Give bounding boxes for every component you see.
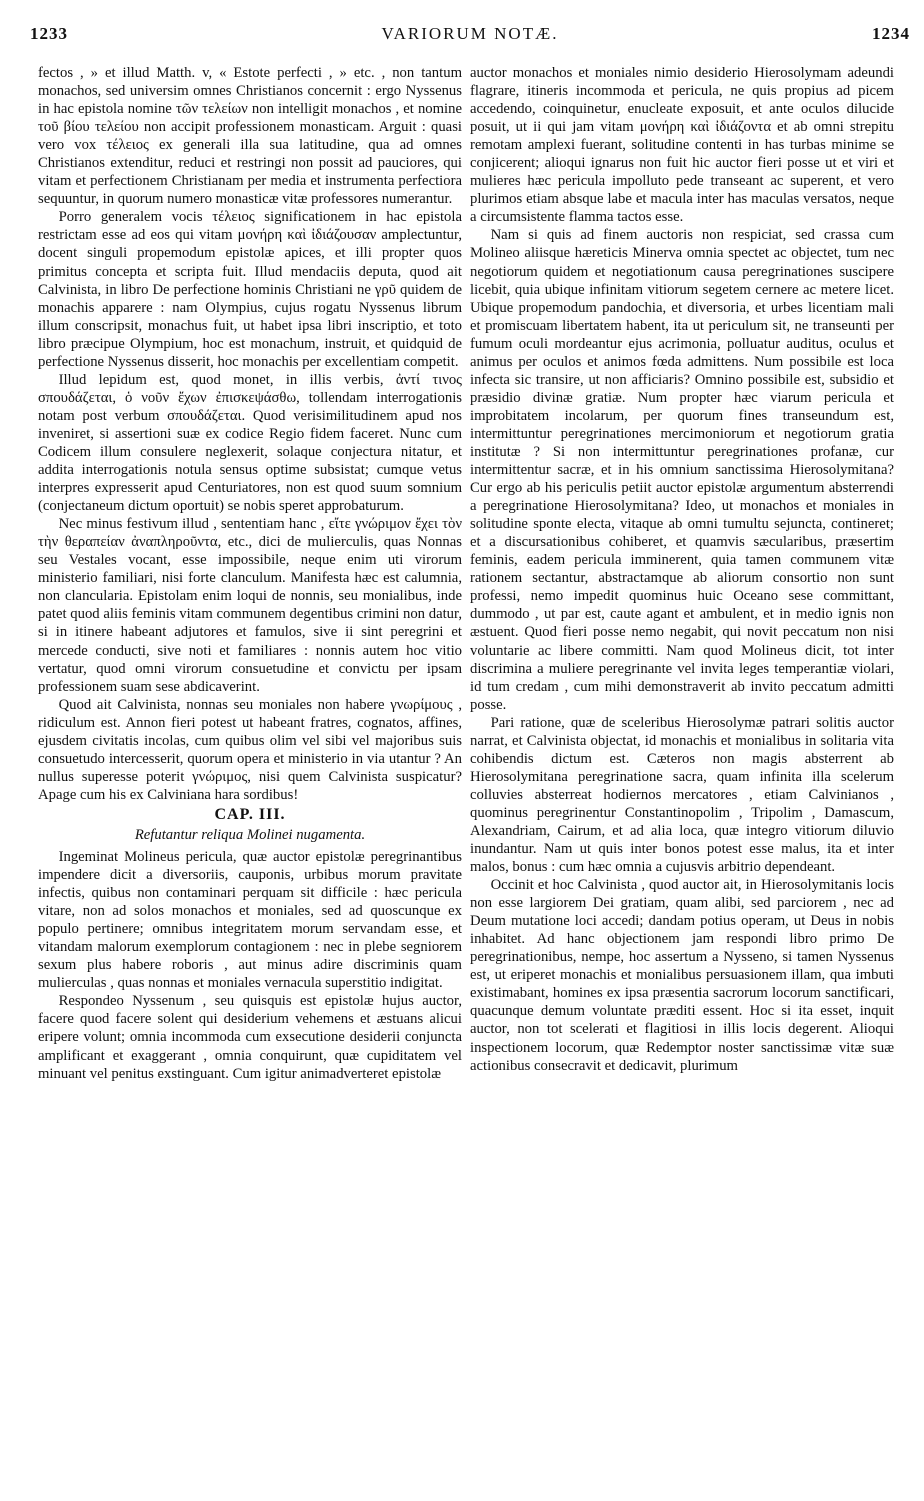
paragraph: Pari ratione, quæ de sceleribus Hierosolymæ patrari solitis auctor narrat, et Calvinista objectat, id monachis et monialibus in solitaria vita cohibendis dictum est. Cæteros non magis absterrent ab Hierosolymitana peregrinatione sacra, quam infinita illa scelerum colluvies absterreat hodiernos mercatores , etiam Calvinianos , quominus peregrinentur Constantinopolim , Tripolim , Damascum, Alexandriam, Cairum, et ad alia loca, quæ integro vitiorum diluvio inundantur. Nam ut quis inter bonos potest esse malus, ita et inter malos, bonus : cum hæc omnia a cujusvis arbitrio dependeant. xyxy=(470,714,894,876)
paragraph: fectos , » et illud Matth. v, « Estote perfecti , » etc. , non tantum monachos, sed universim omnes Christianos concernit : ergo Nyssenus in hac epistola nomine τῶν τελείων non intelligit monachos , et nomine τοῦ βίου τελείου non accipit professionem monasticam. Arguit : quasi vero vox τέλειος ex generali illa sua latitudine, qua ad omnes Christianos extenditur, reduci et restringi non possit ad pauciores, qui vitam et perfectionem Christianam per media et instrumenta perfectiora sequuntur, in quorum numero monasticæ vitæ professores numerantur. xyxy=(38,65,462,208)
left-column xyxy=(38,64,462,1083)
paragraph: Respondeo Nyssenum , seu quisquis est epistolæ hujus auctor, facere quod facere solent qui desiderium vehemens et æstuans alicui eripere volunt; omnia incommoda cum exsecutione desiderii conjuncta amplificant et exaggerant , omnia conquirunt, quæ cupiditatem vel minuant vel penitus exstinguant. Cum igitur animadverteret epistolæ xyxy=(38,993,462,1082)
right-column xyxy=(470,64,894,1075)
page-number-left: 1233 xyxy=(30,24,68,43)
chapter-subtitle: Refutantur reliqua Molinei nugamenta. xyxy=(134,826,366,843)
paragraph: Nam si quis ad finem auctoris non respiciat, sed crassa cum Molineo aliisque hæreticis Minerva omnia spectet ac objectet, tum nec negotiorum quidem et negotiationum causa peregrinationes suscipere licebit, quia ubique infinitam vitiorum segetem cernere ac metere licet. Ubique propemodum pandochia, et diversoria, et urbes licentiam mali et promiscuam libertatem habent, ita ut periculum sit, ne transeunti per fumum oculi mordeantur ejus acrimonia, polluatur auditus, oculus et animus per oculos et animos fœda admittens. Num possibile est loca infecta sic transire, ut non afficiaris? Omnino possibile est, subsidio et præsidio divinæ gratiæ. Num propter hæc viarum pericula et improbitatem incolarum, per quorum fines transeundum est, intermittuntur peregrinationes mercimoniorum et negotiorum gratia institutæ ? Si non intermittuntur peregrinationes profanæ, cur intermittentur sacræ, et in his omnium sanctissima Hierosolymitana? Cur ergo ab his periculis petiit auctor epistolæ argumentum absterrendi a peregrinatione Hierosolymitana? Ideo, ut monachos et moniales in solitudine sponte electa, vitaque ab omni tumultu sejuncta, contineret; et a discursationibus cohiberet, et quamvis sæcularibus, præsertim feminis, eadem pericula imminerent, quia tamen communem vitæ rationem sectantur, abstractamque ab aliorum consortio non sunt professi, nemo impedit quominus huic Oceano sese committant, dummodo , ut par est, caute agant et ambulent, et in medio ignis non æstuent. Quod fieri posse nemo negabit, qui novit peccatum non nisi voluntarie ac libere committi. Nam quod Molineus dicit, tot inter discrimina a muliere peregrinante vel invita leges temperantiæ violari, id tum credam , cum mihi demonstraverit ab invito peccatum admitti posse. xyxy=(470,227,894,713)
page-number-right: 1234 xyxy=(872,24,910,43)
chapter-heading: CAP. III. xyxy=(214,805,286,823)
paragraph: Illud lepidum est, quod monet, in illis verbis, ἀντί τινος σπουδάζεται, ὁ νοῦν ἔχων ἐπισκεψάσθω, tollendam interrogationis notam post verbum σπουδάζεται. Quod verisimilitudinem apud nos inveniret, si assertioni suæ ex codice Regio fidem faceret. Nunc cum Codicem illum consulere neglexerit, solaque conjectura nitatur, et addita interrogationis notula sensus optime subsistat; cumque vetus interpres expresserit apud Centuriatores, non est quod suum somnium (conjectaneum dictum oportuit) se nobis speret approbaturum. xyxy=(38,371,462,515)
paragraph: Ingeminat Molineus pericula, quæ auctor epistolæ peregrinantibus impendere dicit a diversoriis, cauponis, urbibus morum pravitate infectis, quibus non contaminari perquam sit difficile : hæc pericula vitare, non ad solos monachos et moniales, sed ad quoscunque ex populo pertinere; omnibus integritatem morum servandam esse, et vitandam malorum exemplorum contagionem : nec in plebe segniorem sexum plus habere roboris , aut minus adire discriminis quam mulierculas , quas nonnas et moniales vernacula superstitio indigitat. xyxy=(38,849,462,992)
paragraph: auctor monachos et moniales nimio desiderio Hierosolymam adeundi flagrare, itineris incommoda et pericula, ne quis propius ad picem accedendo, coinquinetur, enucleate exposuit, et ante oculos dilucide posuit, ut ii qui jam vitam μονήρη καὶ ἰδιάζοντα et ab omni strepitu remotam amplexi fuerant, solitudine contenti in has turbas minime se conjicerent; alioqui ignarus non fuit hic auctor fieri posse ut et viri et mulieres hæc pericula impolluto pede transeant ac superent, et vero plurimos etiam absque labe et macula inter has maculas versatos, neque a circumsistente flamma tactos esse. xyxy=(470,65,894,226)
page-header xyxy=(30,10,910,50)
running-title: VARIORUM NOTÆ. xyxy=(381,24,559,43)
paragraph: Quod ait Calvinista, nonnas seu moniales non habere γνωρίμους , ridiculum est. Annon fieri potest ut habeant fratres, cognatos, affines, ejusdem civitatis incolas, cum quibus olim vel sibi vel majoribus suis consuetudo intercesserit, quorum opera et ministerio in via utantur ? An nullus superesse poterit γνώριμος, nisi quem Calvinista suspicatur? Apage cum his ex Calviniana hara sordibus! xyxy=(38,696,462,803)
paragraph: Nec minus festivum illud , sententiam hanc , εἴτε γνώριμον ἔχει τὸν τὴν θεραπείαν ἀναπληροῦντα, etc., dici de mulierculis, quas Nonnas seu Vestales vocant, esse impossibile, neque enim uti virorum ministerio familiari, nisi forte clanculum. Manifesta hæc est calumnia, non clancularia. Epistolam enim loqui de nonnis, seu monialibus, inde patet quod aliis feminis vitam communem degentibus crimini non datur, si in itinere habeant adjutores et famulos, sive ii sint peregrini et mercede conducti, sive noti et familiares : nonnis autem hoc vitio vertatur, quod omni virorum consuetudine et convictu per ipsam professionem suam sese abdicaverint. xyxy=(38,516,462,695)
paragraph: Occinit et hoc Calvinista , quod auctor ait, in Hierosolymitanis locis non esse largiorem Dei gratiam, quam alibi, sed parciorem , nec ad Deum mutatione loci accedi; dandam potius operam, ut Deus in nobis inhabitet. Ad hanc objectionem jam respondi libro primo De peregrinationibus, nempe, hoc assertum a Nysseno, si tamen Nyssenus est, ut eriperet monachis et monialibus persuasionem illam, qua imbuti existimabant, homines ex ipsa præsentia sacrorum locorum sanctificari, quacunque demum voluntate præditi essent. Hoc si ita esset, inquit auctor, non tot scelerati et flagitiosi in illis locis degerent. Alioqui inspectionem locorum, quæ Redemptor noster sanctissimæ vitæ suæ actionibus consecravit et dedicavit, plurimum xyxy=(470,877,894,1074)
paragraph: Porro generalem vocis τέλειος significationem in hac epistola restrictam esse ad eos qui vitam μονήρη καὶ ἰδιάζουσαν amplectuntur, docent singuli propemodum epistolæ apices, et illi propter quos primitus concepta et scripta fuit. Illud mendaciis deputa, quod ait Calvinista, in libro De perfectione hominis Christiani ne γρῦ quidem de monachis apparere : nam Olympius, cujus rogatu Nyssenus librum illum conscripsit, monachus fuit, ut habet ipsa libri inscriptio, et toto libro præcipue Olympium, hoc est monachum, instruit, et quidquid de perfectione Nyssenus disserit, hoc monachis per excellentiam competit. xyxy=(38,209,462,370)
